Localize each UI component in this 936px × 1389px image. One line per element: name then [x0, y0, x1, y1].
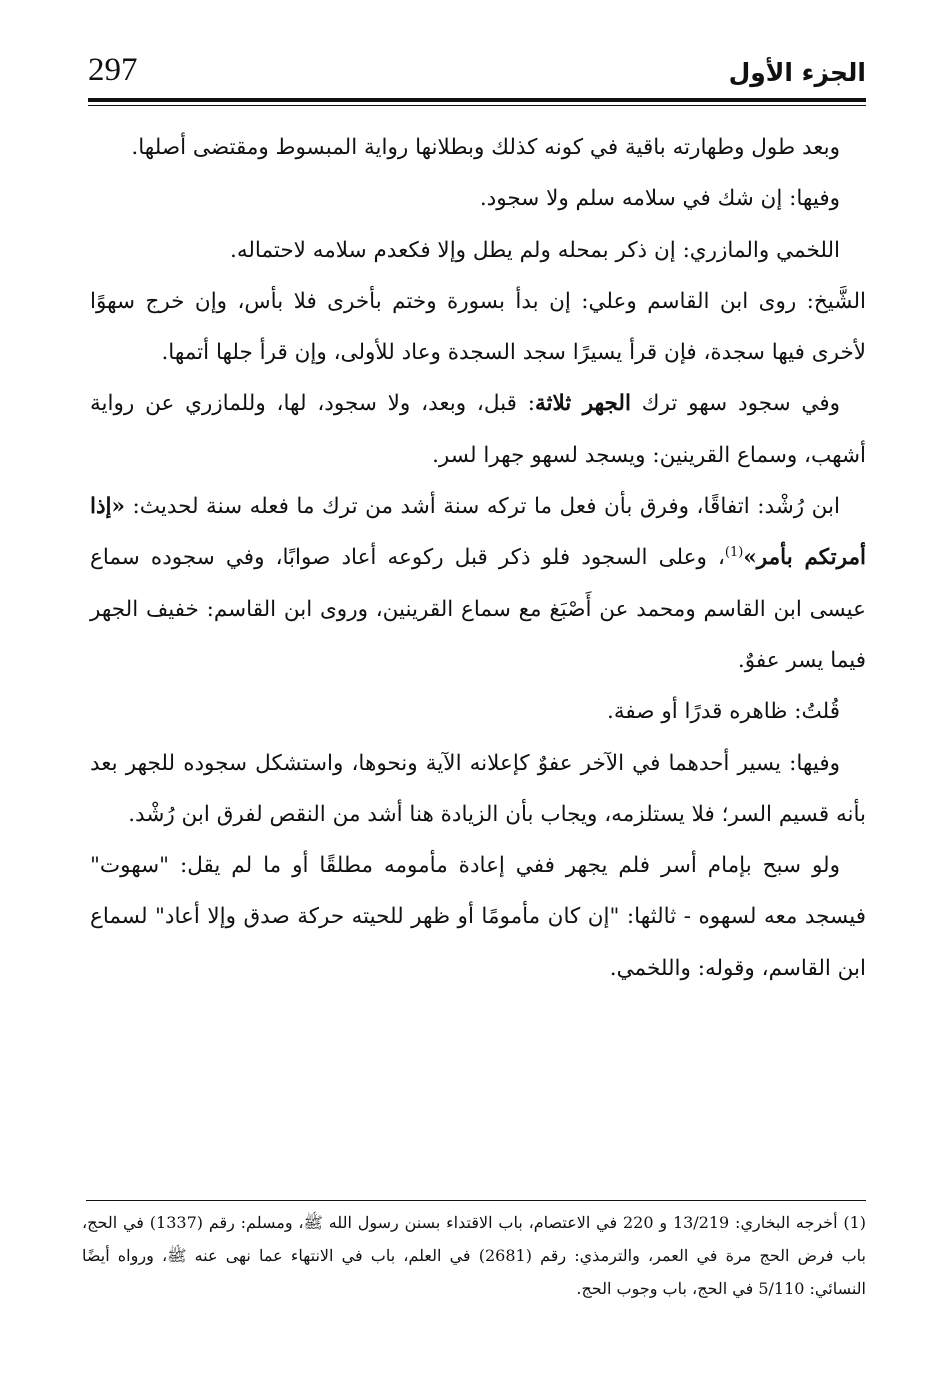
page-header	[88, 50, 866, 100]
footnote	[82, 1206, 866, 1305]
paragraph-6	[90, 481, 866, 686]
main-text	[90, 122, 866, 994]
footnote-text: (1) أخرجه البخاري: 13/219 و 220 في الاعتصام، باب الاقتداء بسنن رسول الله ﷺ، ومسلم: رقم (1337) في الحج، باب فرض الحج مرة في العمر، والترمذي: رقم (2681) في العلم، باب في الانتهاء عما نهى عنه ﷺ، ورواه أيضًا النسائي: 5/110 في الحج، باب وجوب الحج.	[82, 1213, 867, 1298]
footnote-divider	[86, 1200, 866, 1201]
paragraph-5-bold: الجهر ثلاثة	[534, 391, 631, 417]
paragraph-6-end: ، وعلى السجود فلو ذكر قبل ركوعه أعاد صوابًا، وفي سجوده سماع عيسى ابن القاسم ومحمد عن أَصْبَغ مع سماع القرينين، وروى ابن القاسم: خفيف الجهر فيما يسر عفوٌ.	[90, 545, 866, 673]
paragraph-7: قُلتُ: ظاهره قدرًا أو صفة.	[607, 699, 840, 725]
paragraph-2: وفيها: إن شك في سلامه سلم ولا سجود.	[479, 186, 840, 212]
paragraph-6-start: ابن رُشْد: اتفاقًا، وفرق بأن فعل ما تركه سنة أشد من ترك ما فعله سنة لحديث:	[124, 494, 840, 520]
hadith-quote: «إذا أمرتكم بأمر»	[90, 494, 866, 571]
paragraph-5	[90, 378, 866, 481]
paragraph-1: وبعد طول وطهارته باقية في كونه كذلك وبطلانها رواية المبسوط ومقتضى أصلها.	[131, 135, 840, 160]
paragraph-9: ولو سبح بإمام أسر فلم يجهر ففي إعادة مأمومه مطلقًا أو ما لم يقل: "سهوت" فيسجد معه لسهوه - ثالثها: "إن كان مأمومًا أو ظهر للحيته حركة صدق وإلا أعاد" لسماع ابن القاسم، وقوله: واللخمي.	[90, 853, 866, 981]
header-rule-thin	[88, 105, 866, 106]
paragraph-5-end: : قبل، وبعد، ولا سجود، لها، وللمازري عن رواية أشهب، وسماع القرينين: ويسجد لسهو جهرا لسر.	[90, 391, 866, 468]
page-number: 297	[88, 52, 138, 88]
paragraph-3: اللخمي والمازري: إن ذكر بمحله ولم يطل وإلا فكعدم سلامه لاحتماله.	[229, 237, 840, 263]
running-title: الجزء الأول	[728, 58, 866, 87]
header-rule-thick	[88, 98, 866, 102]
paragraph-8: وفيها: يسير أحدهما في الآخر عفوٌ كإعلانه الآية ونحوها، واستشكل سجوده للجهر بعد بأنه قسيم السر؛ فلا يستلزمه، ويجاب بأن الزيادة هنا أشد من النقص لفرق ابن رُشْد.	[90, 750, 866, 827]
footnote-ref[interactable]: (1)	[724, 545, 744, 561]
paragraph-4: الشَّيخ: روى ابن القاسم وعلي: إن بدأ بسورة وختم بأخرى فلا بأس، وإن خرج سهوًا لأخرى فيها سجدة، فإن قرأ يسيرًا سجد السجدة وعاد للأولى، وإن قرأ جلها أتمها.	[90, 288, 866, 366]
paragraph-5-start: وفي سجود سهو ترك	[630, 391, 841, 417]
